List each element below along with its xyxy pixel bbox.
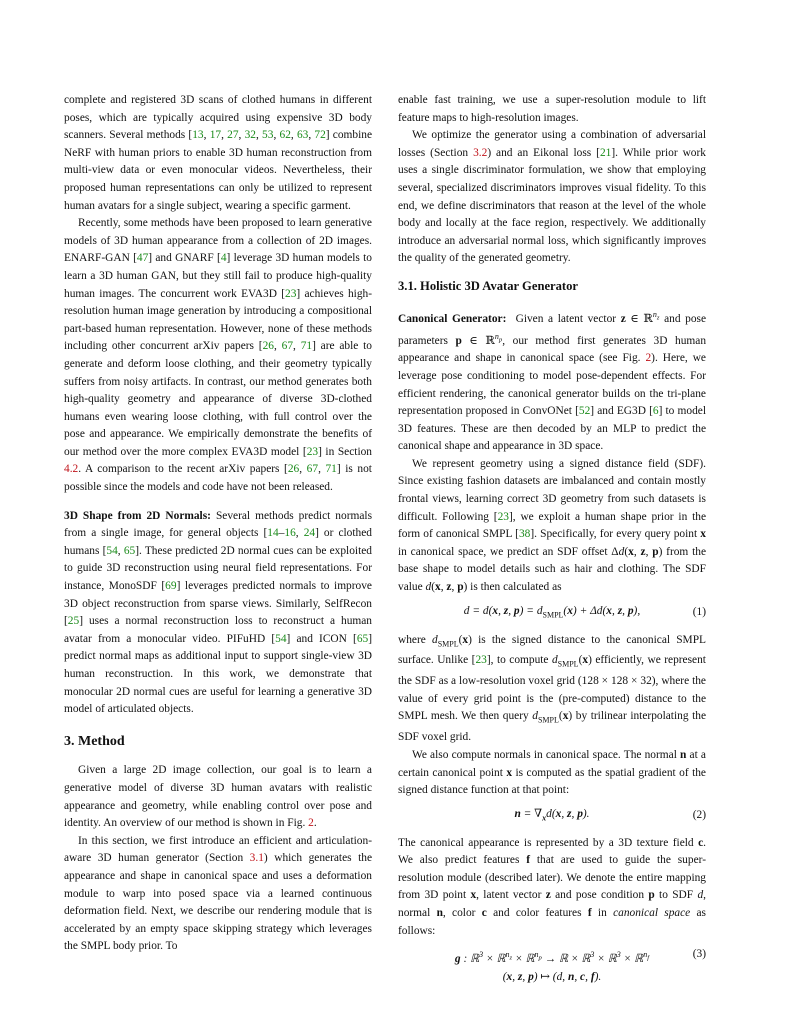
equation-3 (398, 946, 706, 986)
paragraph-sdf: We represent geometry using a signed distance field (SDF). Since existing fashion datasets are imbalanced and contain mostly frontal views, learning correct 3D geometry from such datasets is difficult. Following [23], we exploit a human shape prior in the form of canonical SMPL [38]. Specifically, for every query point x in canonical space, we predict an SDF offset Δd(x, z, p) from the base shape to model details such as hair and clothing. The SDF value d(x, z, p) is then calculated as (398, 457, 707, 594)
paragraph-canonical-generator: Canonical Generator: Given a latent vector z ∈ ℝ$^{n_z}$ and pose parameters p ∈ ℝ$^{n_p}$, our method first generates 3D human appearance and shape in canonical space (see Fig. 2). Here, we leverage pose conditioning to model pose-dependent effects. For efficient rendering, the canonical generator builds on the tri-plane representation proposed in ConvONet [52] and EG3D [6] to model 3D features. These are then decoded by an MLP to predict the canonical shape and appearance in 3D space. (398, 309, 707, 453)
equation-2-body: $n = \nabla_xd(x$, z, p). (514, 807, 590, 822)
equation-2-number: (2) (692, 809, 706, 822)
equation-2 (398, 806, 706, 827)
paragraph-heading: 3D Shape from 2D Normals: (64, 509, 211, 522)
section-heading-method: 3. Method (64, 733, 125, 749)
paragraph-smpl-distance: where $d_{SMPL}(x)$ is the signed distance to the canonical SMPL surface. Unlike [23], to compute $d_{SMPL}(x)$ efficiently, we represent the SDF as a low-resolution voxel grid (128 × 128 × 32), where the value of every grid point is the (pre-computed) distance to the SMPL mesh. We then query $d_{SMPL}(x)$ by trilinear interpolating the SDF voxel grid. (398, 633, 706, 744)
paragraph-appearance: The canonical appearance is represented by a 3D texture field c. We also predict features f that are used to guide the super-resolution module (described later). We denote the entire mapping from 3D point x, latent vector z and pose condition p to SDF d, normal n, color c and color features f in canonical space as follows: (398, 836, 706, 937)
equation-1 (398, 603, 706, 624)
paragraph-method-3: enable fast training, we use a super-resolution module to lift feature maps to high-resolution images. (398, 94, 706, 124)
paragraph-heading: Canonical Generator: (398, 312, 507, 325)
equation-1-number: (1) (692, 606, 706, 619)
subsection-heading-generator: 3.1. Holistic 3D Avatar Generator (398, 278, 579, 293)
equation-3-number: (3) (692, 948, 706, 961)
equation-3-line-1: g : ℝ$^3$ × ℝ$^{n_z}$ × ℝ$^{n_p}$ → ℝ × ℝ$^3$ × ℝ$^3$ × ℝ$^{n_f}$ (454, 950, 650, 965)
left-column (64, 92, 372, 956)
equation-3-line-2: (x, z, p) ↦ (d, n, c, f). (502, 970, 602, 983)
paragraph-related-work-2: Recently, some methods have been proposed to learn generative models of 3D human appearance from a collection of 2D images. ENARF-GAN [47] and GNARF [4] leverage 3D human models to learn a 3D human GAN, but they still fail to produce high-quality human images. The concurrent work EVA3D [23] achieves high-resolution human image generation by introducing a compositional part-based human representation. However, none of these methods including other concurrent arXiv papers [26, 67, 71] are able to generate and deform loose clothing, and their geometry typically suffers from noisy artifacts. In contrast, our method generates both high-quality geometry and appearance of diverse 3D-clothed humans even wearing loose clothing, with full control over the pose and appearance. We empirically demonstrate the benefits of our method over the more complex EVA3D model [23] in Section 4.2. A comparison to the recent arXiv papers [26, 67, 71] is not possible since the models and code have not been released. (64, 217, 373, 494)
paragraph-related-work-1: complete and registered 3D scans of clothed humans in different poses, which are typically acquired using expensive 3D body scanners. Several methods [13, 17, 27, 32, 53, 62, 63, 72] combine NeRF with human priors to enable 3D human reconstruction from multi-view data or even monocular videos. Nevertheless, their proposed human representations can only be utilized to represent human avatars for a single subject, wearing a specific garment. (64, 94, 373, 212)
paragraph-shape-from-normals: 3D Shape from 2D Normals: Several methods predict normals from a single image, for general objects [14–16, 24] or clothed humans [54, 65]. These predicted 2D normal cues can be exploited to guide 3D reconstruction using neural field representations. For instance, MonoSDF [69] leverages predicted normals to improve 3D object reconstruction from sparse views. Similarly, SelfRecon [25] uses a normal reconstruction loss to reconstruct a human avatar from a monocular video. PIFuHD [54] and ICON [65] predict normal maps as additional input to support single-view 3D human reconstruction. In this work, we demonstrate that monocular 2D normal cues are useful for learning a generative 3D model of articulated objects. (64, 509, 372, 716)
paragraph-method-2: In this section, we first introduce an efficient and articulation-aware 3D human generator (Section 3.1) which generates the appearance and shape in canonical space and uses a deformation module to warp into posed space via a learned continuous deformation field. Next, we describe our rendering module that is accelerated by an empty space skipping strategy which leverages the SMPL body prior. To (64, 834, 373, 953)
paragraph-method-4: We optimize the generator using a combination of adversarial losses (Section 3.2) and an Eikonal loss [21]. While prior work uses a single discriminator formulation, we show that employing several, specialized discriminators improves visual fidelity. To this end, we define discriminators that reason at the level of the whole body and locally at the face region, respectively. We additionally introduce an adversarial normal loss, which significantly improves the quality of the generated geometry. (398, 129, 706, 265)
paragraph-method-1: Given a large 2D image collection, our goal is to learn a generative model of diverse 3D human avatars with realistic appearance and geometry, while enabling control over pose and identity. An overview of our method is shown in Fig. 2. (64, 764, 372, 830)
equation-1-body: d = d(x, z, $p) = d_{SMPL}(x) + \Delta d(x$, z, p), (463, 604, 641, 619)
paragraph-normals: We also compute normals in canonical space. The normal n at a certain canonical point x is computed as the spatial gradient of the signed distance function at that point: (398, 748, 706, 797)
right-column (398, 92, 706, 988)
